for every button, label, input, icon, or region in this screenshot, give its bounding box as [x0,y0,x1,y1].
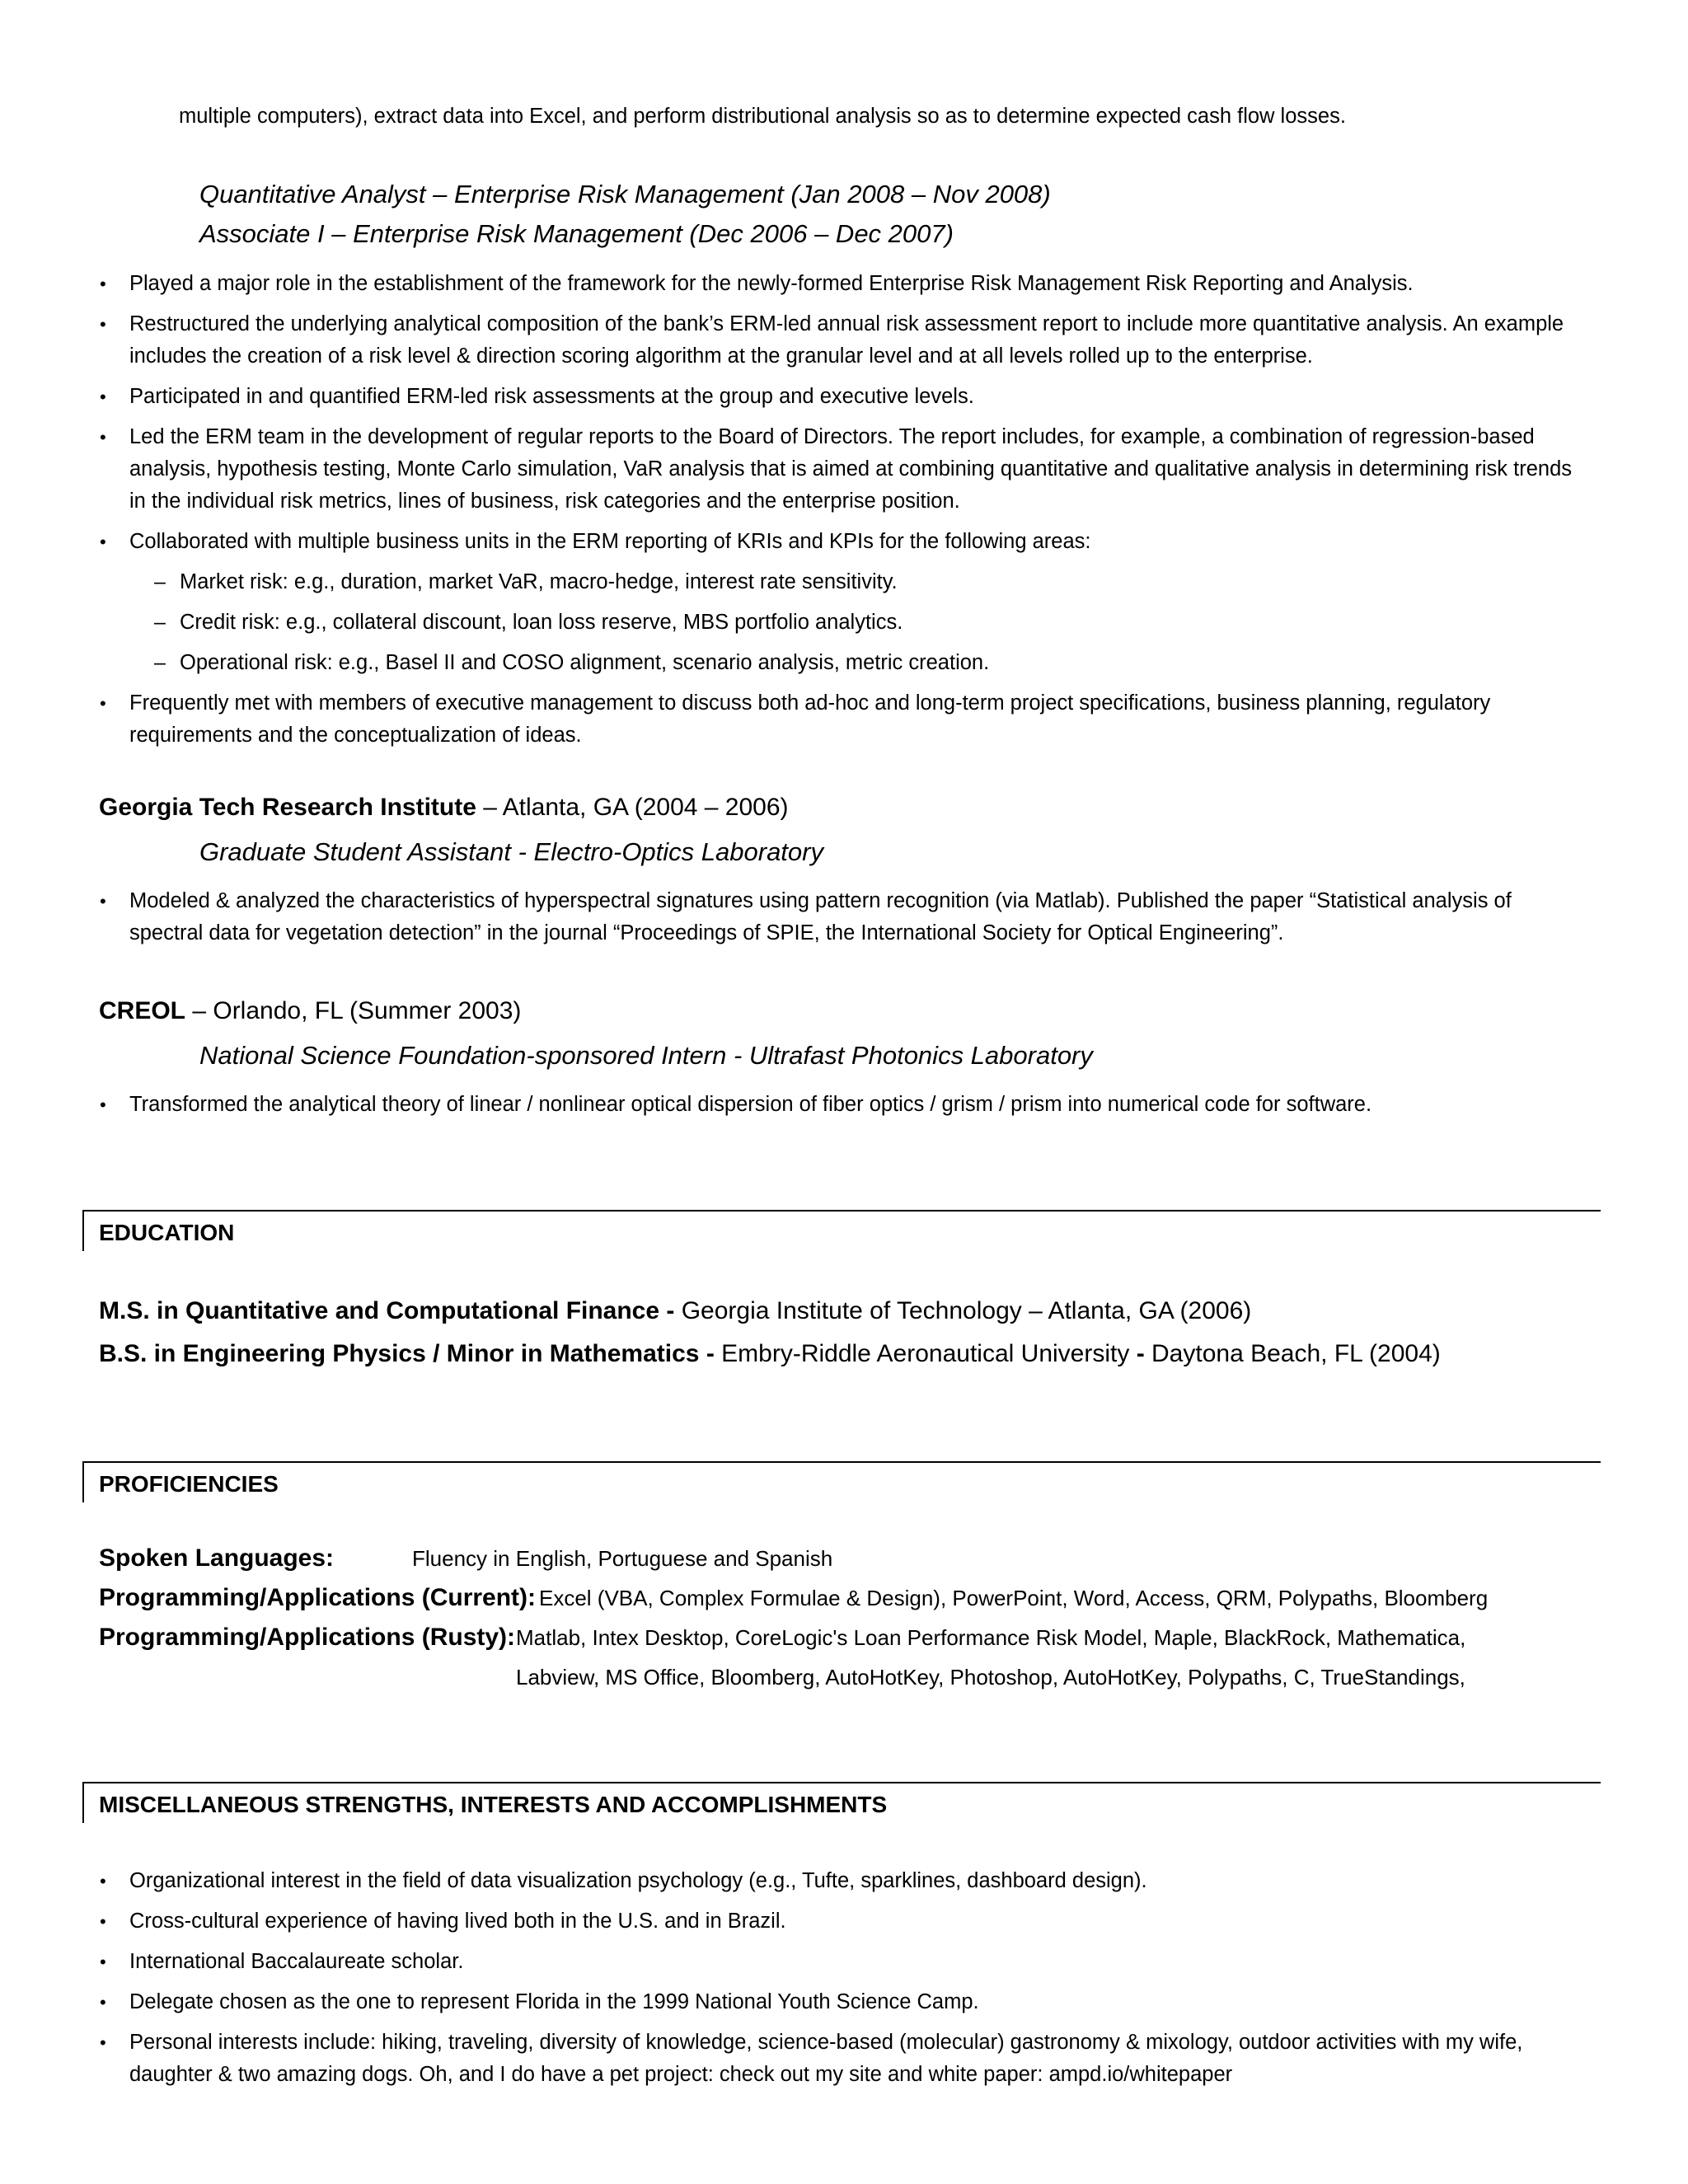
degree-name: M.S. in Quantitative and Computational Finance - [99,1297,682,1324]
list-item: • Participated in and quantified ERM-led risk assessments at the group and executive levels. [97,381,1581,413]
list-item: • Organizational interest in the field of data visualization psychology (e.g., Tufte, sparklines, dashboard design). [97,1865,1581,1897]
list-item: • Transformed the analytical theory of linear / nonlinear optical dispersion of fiber optics / grism / prism into numerical code for software. [97,1089,1581,1121]
list-item: • Frequently met with members of executive management to discuss both ad-hoc and long-term project specifications, business planning, regulatory requirements and the conceptualization of ideas. [97,687,1581,752]
spoken-languages-value: Fluency in English, Portuguese and Spanish [412,1546,833,1571]
sub-list-item: – Credit risk: e.g., collateral discount, loan loss reserve, MBS portfolio analytics. [129,607,1581,639]
creol-heading [99,993,521,1029]
education-bs [99,1336,1441,1372]
list-item [97,526,1581,679]
section-title: EDUCATION [99,1220,235,1245]
proficiencies-section-header [82,1461,1601,1502]
erm-role-quant-analyst: Quantitative Analyst – Enterprise Risk Management (Jan 2008 – Nov 2008) [199,180,1051,209]
creol-bullet-list [97,1089,1581,1129]
separator: - [1136,1340,1152,1367]
list-item: • Cross-cultural experience of having lived both in the U.S. and in Brazil. [97,1905,1581,1938]
creol-role: National Science Foundation-sponsored Intern - Ultrafast Photonics Laboratory [199,1041,1093,1070]
school-name: Georgia Institute of Technology – Atlanta, GA (2006) [681,1297,1252,1324]
intro-continuation: multiple computers), extract data into Excel, and perform distributional analysis so as to determine expected cash flow losses. [179,105,1346,128]
erm-sub-bullet-list [129,566,1581,679]
education-section-header [82,1210,1601,1251]
degree-name: B.S. in Engineering Physics / Minor in Mathematics - [99,1340,722,1367]
misc-section-header [82,1782,1601,1823]
current-apps-label: Programming/Applications (Current): [99,1584,537,1611]
current-apps-value: Excel (VBA, Complex Formulae & Design), PowerPoint, Word, Access, QRM, Polypaths, Bloomberg [539,1586,1489,1610]
list-item-text: Collaborated with multiple business units in the ERM reporting of KRIs and KPIs for the following areas: [129,530,1091,553]
section-title: PROFICIENCIES [99,1471,279,1497]
gtri-heading [99,790,789,826]
list-item: • Delegate chosen as the one to represent Florida in the 1999 National Youth Science Camp. [97,1986,1581,2018]
erm-bullet-list [97,268,1581,760]
list-item: • Led the ERM team in the development of regular reports to the Board of Directors. The report includes, for example, a combination of regression-based analysis, hypothesis testing, Monte Carlo simulation, VaR analysis that is aimed at combining quantitative and qualitative analysis in determining risk trends in the individual risk metrics, lines of business, risk categories and the enterprise position. [97,421,1581,518]
rusty-apps-value-line1: Matlab, Intex Desktop, CoreLogic's Loan Performance Risk Model, Maple, BlackRock, Mathematica, [516,1625,1466,1650]
list-item: • Modeled & analyzed the characteristics of hyperspectral signatures using pattern recognition (via Matlab). Published the paper “Statistical analysis of spectral data for vegetation detection” in the journal “Proceedings of SPIE, the International Society for Optical Engineering”. [97,885,1581,949]
misc-bullet-list [97,1865,1581,2099]
org-location: – Orlando, FL (Summer 2003) [185,997,522,1024]
list-item: • Restructured the underlying analytical composition of the bank’s ERM-led annual risk assessment report to include more quantitative analysis. An example includes the creation of a risk level & direction scoring algorithm at the granular level and at all levels rolled up to the enterprise. [97,308,1581,373]
rusty-apps-label: Programming/Applications (Rusty): [99,1624,516,1651]
org-name: CREOL [99,997,185,1024]
section-title: MISCELLANEOUS STRENGTHS, INTERESTS AND ACCOMPLISHMENTS [99,1792,888,1817]
org-name: Georgia Tech Research Institute [99,794,476,821]
list-item: • Played a major role in the establishment of the framework for the newly-formed Enterprise Risk Management Risk Reporting and Analysis. [97,268,1581,300]
education-ms [99,1293,1251,1329]
org-location: – Atlanta, GA (2004 – 2006) [476,794,789,821]
school-name: Embry-Riddle Aeronautical University [721,1340,1137,1367]
rusty-apps-value-line2: Labview, MS Office, Bloomberg, AutoHotKey, Photoshop, AutoHotKey, Polypaths, C, TrueStandings, [516,1665,1465,1690]
erm-role-associate: Associate I – Enterprise Risk Management (Dec 2006 – Dec 2007) [199,219,954,248]
sub-list-item: – Market risk: e.g., duration, market VaR, macro-hedge, interest rate sensitivity. [129,566,1581,598]
gtri-bullet-list [97,885,1581,958]
list-item: • Personal interests include: hiking, traveling, diversity of knowledge, science-based (molecular) gastronomy & mixology, outdoor activities with my wife, daughter & two amazing dogs. Oh, and I do have a pet project: check out my site and white paper: ampd.io/whitepaper [97,2027,1581,2091]
list-item: • International Baccalaureate scholar. [97,1946,1581,1978]
gtri-role: Graduate Student Assistant - Electro-Optics Laboratory [199,837,823,866]
spoken-languages-label: Spoken Languages: [99,1544,335,1572]
sub-list-item: – Operational risk: e.g., Basel II and COSO alignment, scenario analysis, metric creation. [129,647,1581,679]
school-location: Daytona Beach, FL (2004) [1151,1340,1441,1367]
